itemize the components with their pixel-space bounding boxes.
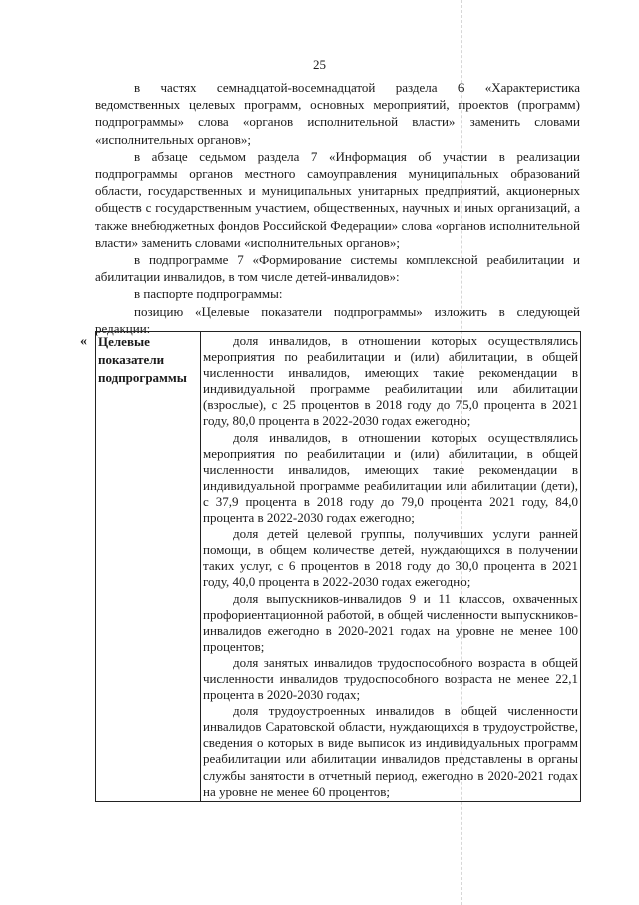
intro-paragraph: в частях семнадцатой-восемнадцатой раздела 6 «Характеристика ведомственных целевых программ, основных мероприятий, проектов (программ) подпрограммы» слова «органов исполнительной власти» заменить словами «исполнительных органов»; bbox=[95, 80, 580, 147]
intro-paragraph: в паспорте подпрограммы: bbox=[134, 286, 283, 302]
indicator-paragraph: доля детей целевой группы, получивших услуги ранней помощи, в общем количестве детей, нуждающихся в получении таких услуг, с 6 процентов в 2018 году до 30,0 процента в 2021 году, 40,0 процента в 2022-2030 годах ежегодно; bbox=[203, 526, 578, 590]
table-label-cell: Целевые показатели подпрограммы bbox=[96, 332, 201, 802]
indicator-paragraph: доля занятых инвалидов трудоспособного возраста в общей численности инвалидов трудоспособного возраста не менее 22,1 процента в 2020-2030 годах; bbox=[203, 654, 578, 703]
opening-quote-mark: « bbox=[80, 334, 87, 349]
table-content-cell bbox=[201, 332, 581, 802]
page-number: 25 bbox=[313, 57, 326, 72]
indicator-paragraph: доля инвалидов, в отношении которых осуществлялись мероприятия по реабилитации и (или) абилитации, в общей численности инвалидов, имеющих такие рекомендации в индивидуальной программе реабилитации или абилитации (дети), с 37,9 процента в 2018 году до 79,0 процента 2021 году, 84,0 процента в 2022-2030 годах ежегодно; bbox=[203, 429, 578, 526]
intro-paragraph: в подпрограмме 7 «Формирование системы комплексной реабилитации и абилитации инвалидов, в том числе детей-инвалидов»: bbox=[95, 252, 580, 285]
intro-paragraph: в абзаце седьмом раздела 7 «Информация об участии в реализации подпрограммы органов местного самоуправления муниципальных образований области, государственных и муниципальных унитарных предприятий, акционерных обществ с государственным участием, общественных, научных и иных организаций, а также внебюджетных фондов Российской Федерации» слова «органов исполнительной власти» заменить словами «исполнительных органов»; bbox=[95, 148, 580, 250]
intro-paragraph: позицию «Целевые показатели подпрограммы» изложить в следующей редакции: bbox=[95, 303, 580, 336]
table-row bbox=[96, 332, 581, 802]
indicator-paragraph: доля трудоустроенных инвалидов в общей численности инвалидов Саратовской области, нуждающихся в трудоустройстве, сведения о которых в виде выписок из индивидуальных программ реабилитации или абилитации инвалидов представлены в органы службы занятости в отчетный период, ежегодно в 2020-2021 годах на уровне не менее 60 процентов; bbox=[203, 703, 578, 799]
indicator-paragraph: доля инвалидов, в отношении которых осуществлялись мероприятия по реабилитации и (или) абилитации, в общей численности инвалидов, имеющих такие рекомендации в индивидуальной программе реабилитации или абилитации (взрослые), с 25 процентов в 2018 году до 75,0 процента в 2021 году, 80,0 процента в 2022-2030 годах ежегодно; bbox=[203, 333, 578, 429]
indicators-table bbox=[95, 331, 581, 802]
intro-text bbox=[95, 79, 580, 337]
indicator-paragraph: доля выпускников-инвалидов 9 и 11 классов, охваченных профориентационной работой, в общей численности выпускников-инвалидов ежегодно в 2020-2021 годах на уровне не менее 100 процентов; bbox=[203, 590, 578, 654]
